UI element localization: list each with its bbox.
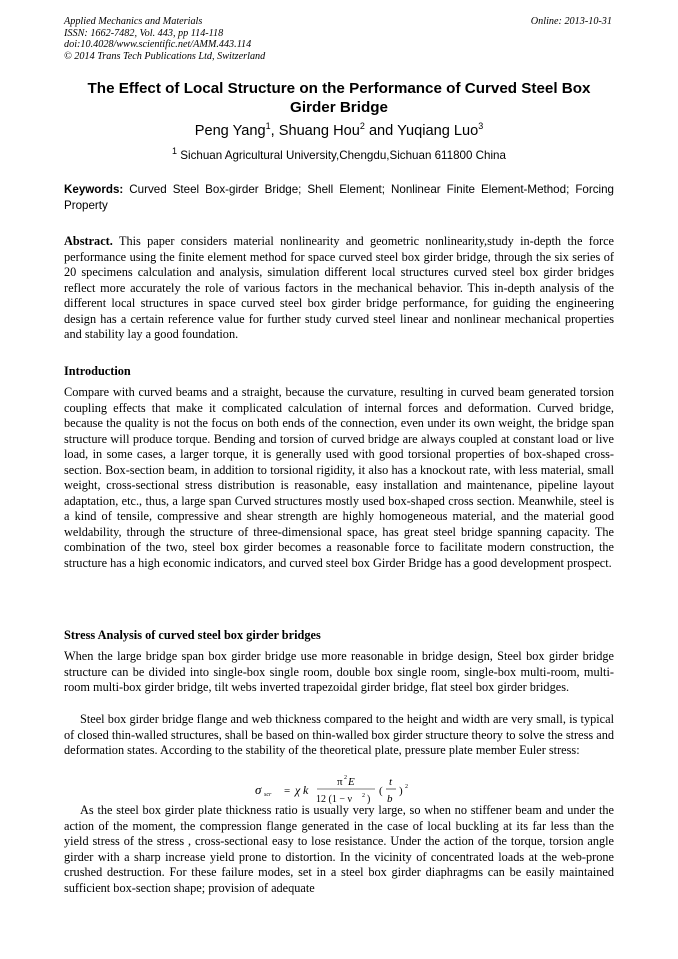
paper-title: The Effect of Local Structure on the Performance of Curved Steel Box Girder Bridge: [87, 80, 591, 116]
affiliation: [64, 148, 614, 164]
author-2: , Shuang Hou: [270, 123, 360, 139]
eq-close-paren: ): [399, 785, 403, 797]
author-list: [64, 121, 614, 141]
eq-chi: χ: [295, 783, 301, 797]
keywords: [64, 182, 614, 214]
eq-denominator: 12 (1 − ν: [316, 794, 352, 805]
journal-copyright: © 2014 Trans Tech Publications Ltd, Switzerland: [64, 50, 266, 62]
eq-open-paren: (: [379, 785, 383, 797]
author-1: Peng Yang: [194, 123, 266, 139]
eq-sigma: σ: [255, 782, 262, 797]
stress-paragraph-3: As the steel box girder plate thickness ratio is usually very large, so when no stiffener beam and under the action of the moment, the compression flange generated in the case of local buckling at its far less than the yield stress of the stress , cross-sectional easy to lose resistance. Under the action of the torque, torsion angle girder with a sharp increase yield prone to distortion. In the vicinity of concentrated loads at the web-prone crushed destruction. For these failure modes, set in a steel box girder diaphragms can be easily maintained sufficient box-section shape; provision of adequate: [64, 803, 614, 895]
affiliation-sup: 1: [172, 146, 178, 157]
author-3: and Yuqiang Luo: [364, 123, 479, 139]
abstract: [64, 234, 614, 343]
keywords-label: Keywords:: [64, 183, 124, 196]
eq-k: k: [303, 783, 309, 797]
journal-header: [64, 16, 265, 62]
eq-pi: π: [337, 776, 343, 788]
eq-E: E: [348, 776, 355, 788]
author-3-sup: 3: [478, 121, 484, 132]
author-2-sup: 2: [359, 121, 365, 132]
eq-b: b: [387, 793, 393, 805]
eq-t: t: [389, 776, 393, 788]
affiliation-text: Sichuan Agricultural University,Chengdu,Sichuan 611800 China: [177, 149, 506, 162]
eq-den-close: ): [367, 794, 371, 805]
abstract-text: This paper considers material nonlinearity and geometric nonlinearity,study in-depth the force performance using the finite element method for space curved steel box girder bridge, through the six series of 20 specimens calculation and analysis, simulation different local structures curved steel box girder bridges reflect more accurately the role of various factors in the mechanical behavior. This in-depth analysis of the different local structures in space curved steel box girder bridge performance, for guiding the engineering design has a certain reference value for further study curved steel linear and nonlinear mechanical properties and stability lay a good foundation.: [64, 234, 614, 342]
eq-outer-exp: 2: [405, 784, 408, 790]
online-date: Online: 2013-10-31: [530, 16, 612, 27]
stress-paragraph-1: When the large bridge span box girder bridge use more reasonable in bridge design, Steel box girder bridge structure can be divided into single-box single room, double box single room, single-box multi-room, multi-room multi-box girder bridge, tilt webs inverted trapezoidal girder bridge, flat steel box girder bridges.: [64, 649, 614, 695]
author-1-sup: 1: [265, 121, 271, 132]
introduction-paragraph: Compare with curved beams and a straight, because the curvature, resulting in curved beam generated torsion coupling effects that make it complicated calculation of internal forces and deformation. Curved bridge, because the quality is not the focus on both ends of the connection, even under its own weight, the bridge span structure will produce torque. Bending and torsion of curved bridge are always coupled at constant load or live load, in some cases, a larger torque, it is generally used with good torsional properties of box-shaped cross-section. Box-section beam, in addition to torsional rigidity, it also has a knockout rate, with less material, small weight, cross-sectional stress distribution is reasonable, easy installation and maintenance, pipeline layout adaptation, etc., thus, a large span Curved structures mostly used box-shaped cross section. Meanwhile, steel is a kind of tensile, compressive and shear strength are highly homogeneous material, and the material good weldability, through the structure of three-dimensional space, has great steel bridge spanning capacity. The combination of the two, steel box girder becomes a reasonable force to facilitate modern construction, the structure has a high economic indicators, and curved steel box Girder Bridge has a good development prospect.: [64, 385, 614, 571]
stress-heading: Stress Analysis of curved steel box girder bridges: [64, 628, 321, 642]
euler-stress-equation: [255, 772, 455, 806]
eq-equals: =: [284, 785, 291, 797]
stress-paragraph-2: Steel box girder bridge flange and web thickness compared to the height and width are very small, is typical of closed thin-walled structures, shall be based on thin-walled box girder structure theory to solve the stress and deformation states. According to the stability of the theoretical plate, pressure plate member Euler stress:: [64, 712, 614, 758]
eq-subscript: scr: [264, 792, 272, 798]
eq-pi-exp: 2: [344, 775, 347, 781]
abstract-label: Abstract.: [64, 234, 113, 248]
journal-name: Applied Mechanics and Materials: [64, 16, 203, 27]
eq-nu-exp: 2: [362, 793, 365, 799]
introduction-heading: Introduction: [64, 364, 131, 378]
journal-doi: doi:10.4028/www.scientific.net/AMM.443.114: [64, 39, 252, 51]
journal-issn: ISSN: 1662-7482, Vol. 443, pp 114-118: [64, 27, 224, 39]
keywords-text: Curved Steel Box-girder Bridge; Shell Element; Nonlinear Finite Element-Method; Forcing Property: [64, 183, 614, 212]
